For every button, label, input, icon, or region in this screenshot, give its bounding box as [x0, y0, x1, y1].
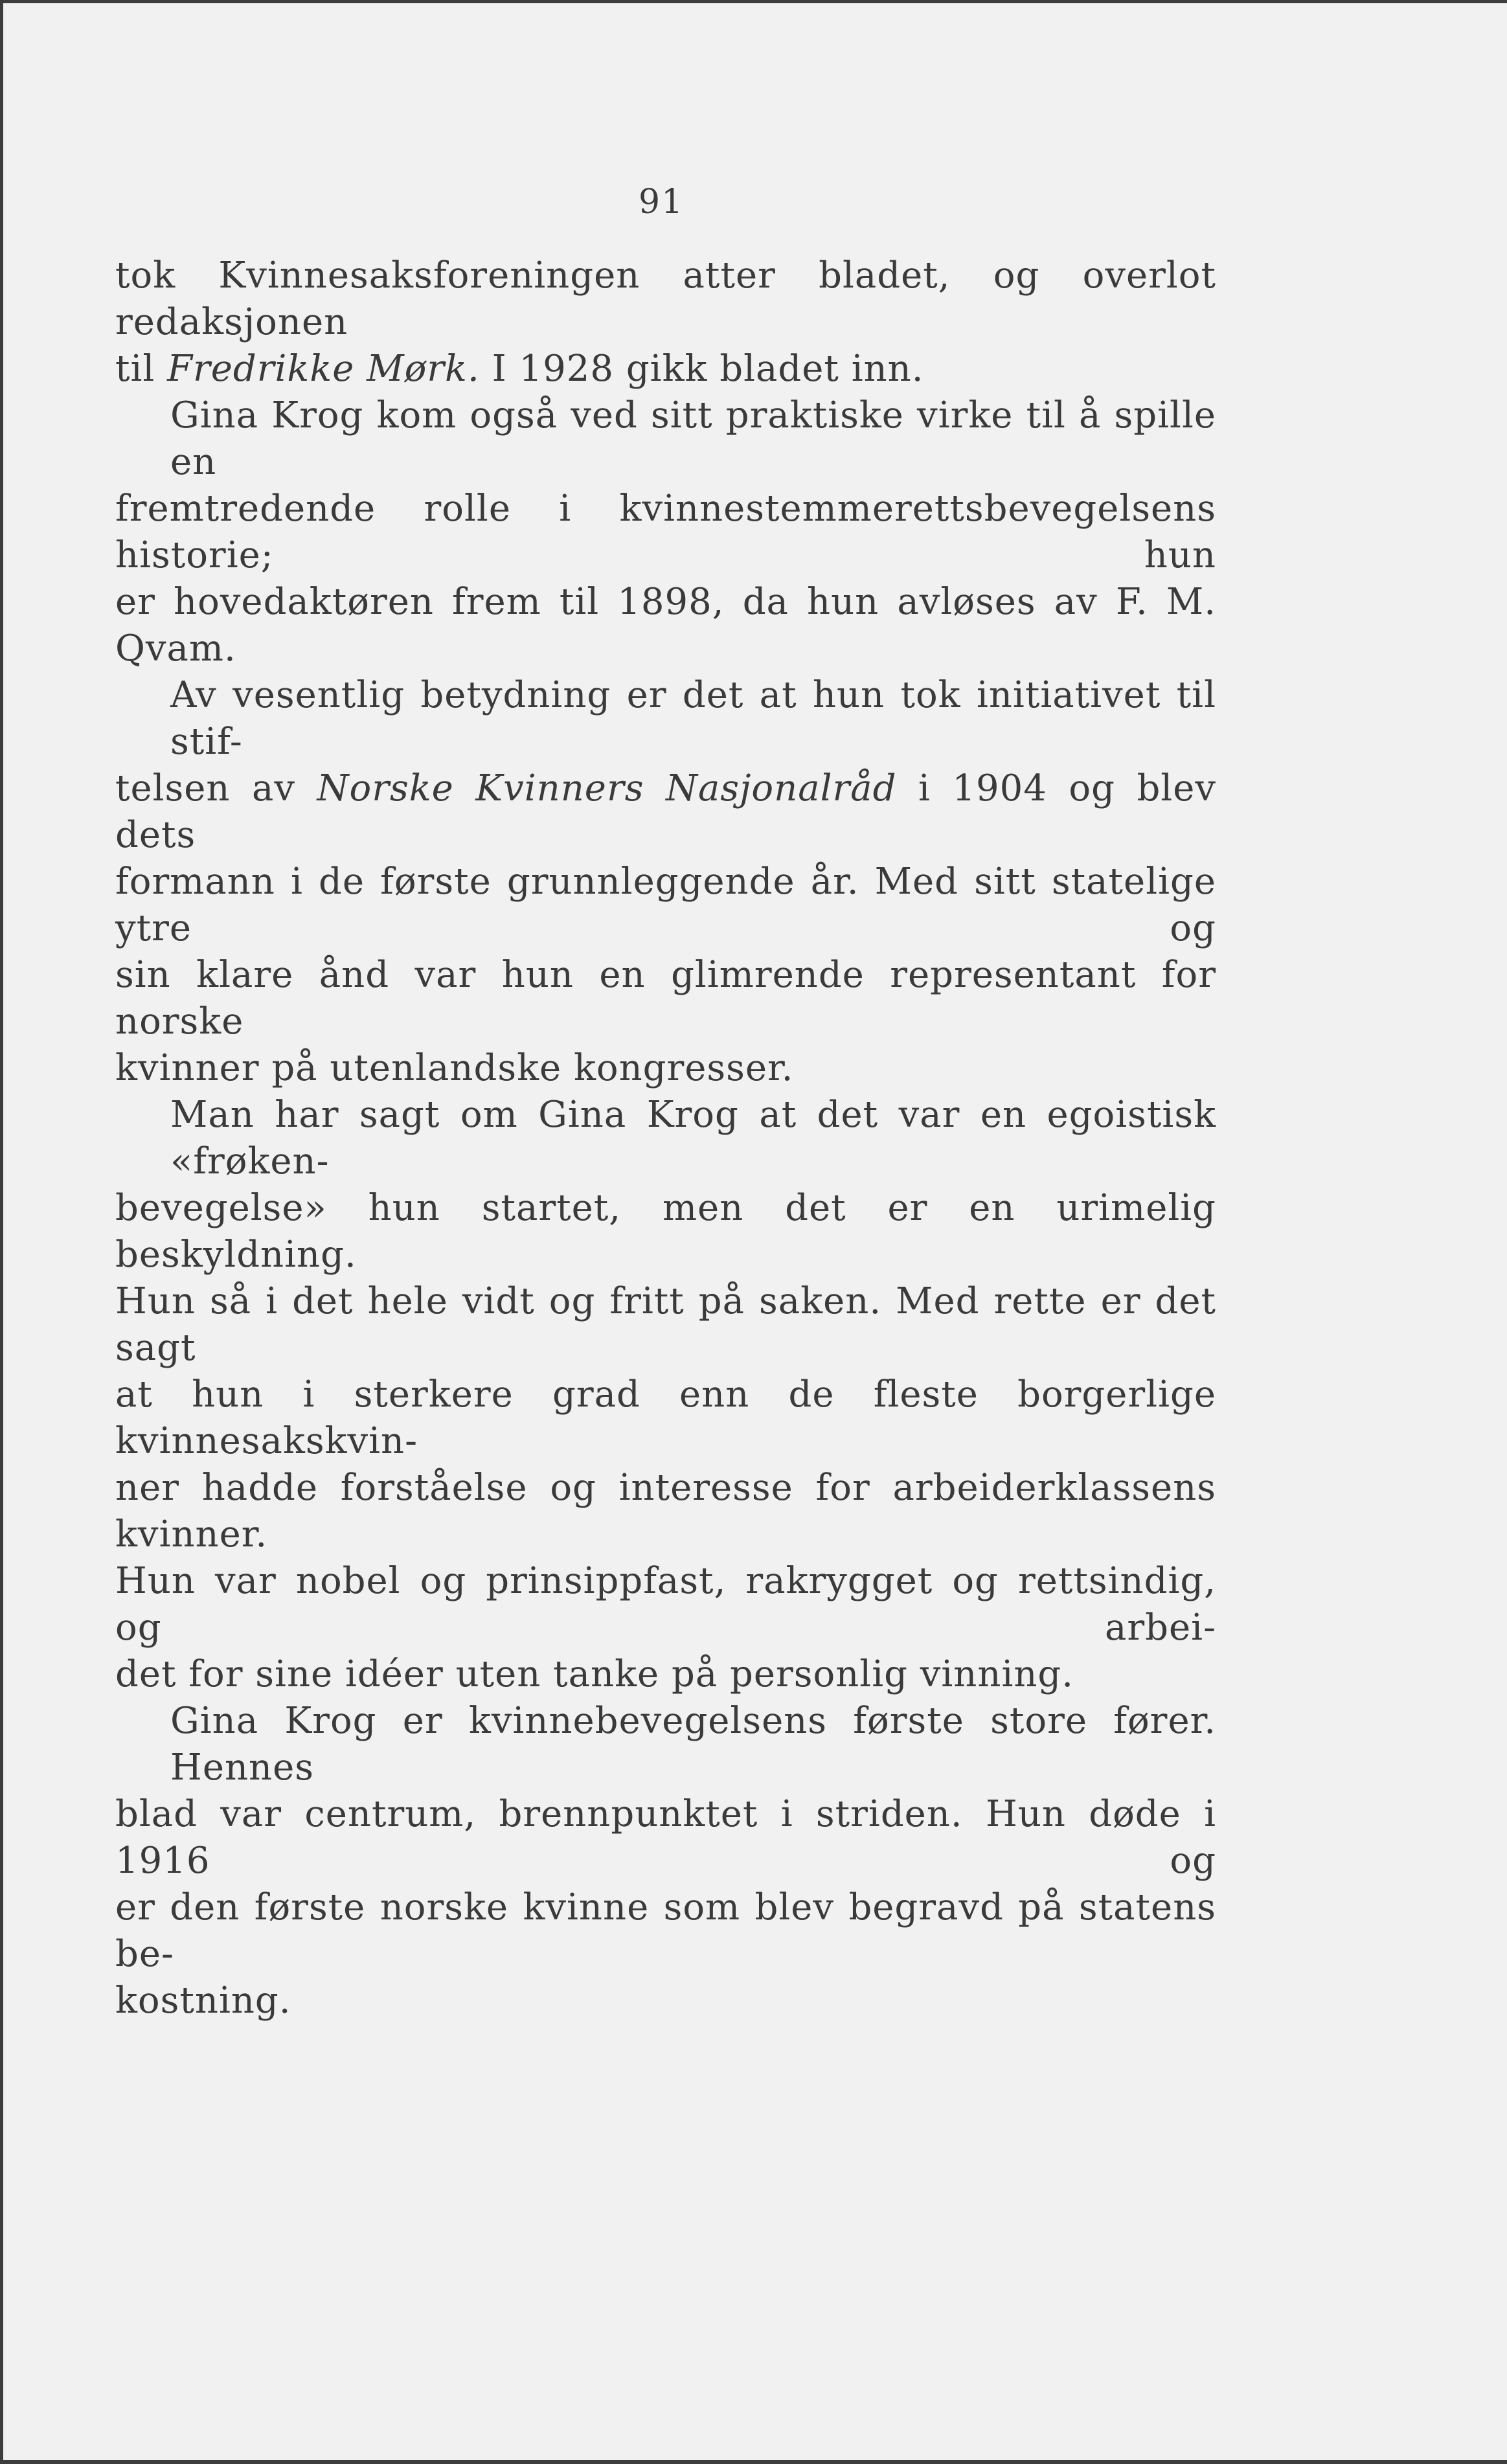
text-line: [115, 1372, 1216, 1465]
text-line: [115, 765, 1216, 859]
text-line: [115, 346, 1216, 392]
text-line: [115, 1185, 1216, 1278]
text-line: [115, 1651, 1216, 1698]
text-run: tok Kvinnesaksforeningen atter bladet, og overlot redaksjonen: [115, 254, 1216, 343]
text-run: Hun så i det hele vidt og fritt på saken. Med rette er det sagt: [115, 1280, 1216, 1369]
text-run: i 1904 og blev dets: [115, 767, 1216, 856]
text-run: sin klare ånd var hun en glimrende representant for norske: [115, 954, 1216, 1043]
italic-title: Fredrikke Mørk.: [167, 348, 480, 390]
text-line: [115, 253, 1216, 346]
text-run: er den første norske kvinne som blev begravd på statens be-: [115, 1886, 1216, 1975]
text-run: I 1928 gikk bladet inn.: [479, 348, 924, 390]
text-run: Gina Krog kom også ved sitt praktiske virke til å spille en: [170, 394, 1216, 483]
scan-edge-left: [0, 0, 3, 2464]
text-line: [115, 1465, 1216, 1558]
italic-title: Norske Kvinners Nasjonalråd: [317, 767, 897, 809]
text-line: [115, 1558, 1216, 1651]
text-line: [115, 486, 1216, 579]
text-run: Gina Krog er kvinnebevegelsens første store fører. Hennes: [170, 1700, 1216, 1789]
scan-edge-bottom: [0, 2460, 1507, 2464]
text-run: at hun i sterkere grad enn de fleste borgerlige kvinnesakskvin-: [115, 1373, 1216, 1462]
text-line: [115, 1278, 1216, 1372]
text-line: [115, 1791, 1216, 1884]
text-line: [115, 859, 1216, 952]
page-number: 91: [639, 183, 685, 221]
text-line: [115, 952, 1216, 1045]
text-line: [115, 1045, 1216, 1092]
text-run: det for sine idéer uten tanke på personlig vinning.: [115, 1653, 1074, 1695]
text-run: blad var centrum, brennpunktet i striden. Hun døde i 1916 og: [115, 1793, 1216, 1882]
text-run: Hun var nobel og prinsippfast, rakrygget og rettsindig, og arbei-: [115, 1560, 1216, 1649]
text-run: formann i de første grunnleggende år. Med sitt statelige ytre og: [115, 861, 1216, 949]
text-run: fremtredende rolle i kvinnestemmerettsbevegelsens historie; hun: [115, 488, 1216, 576]
text-run: Man har sagt om Gina Krog at det var en egoistisk «frøken-: [170, 1094, 1216, 1182]
text-line: [115, 1698, 1216, 1791]
text-line: [115, 392, 1216, 486]
text-line: [115, 1092, 1216, 1185]
text-run: Av vesentlig betydning er det at hun tok initiativet til stif-: [170, 674, 1216, 763]
text-run: kostning.: [115, 1980, 291, 2022]
text-line: [115, 1884, 1216, 1978]
scan-edge-top: [0, 0, 1507, 3]
text-run: ner hadde forståelse og interesse for arbeiderklassens kvinner.: [115, 1467, 1216, 1555]
text-run: telsen av: [115, 767, 317, 809]
text-line: [115, 1978, 1216, 2024]
text-line: [115, 579, 1216, 672]
text-run: er hovedaktøren frem til 1898, da hun avløses av F. M. Qvam.: [115, 581, 1216, 670]
body-text: [115, 253, 1216, 2024]
text-run: bevegelse» hun startet, men det er en urimelig beskyldning.: [115, 1187, 1216, 1276]
text-line: [115, 672, 1216, 765]
text-run: til: [115, 348, 168, 390]
text-run: kvinner på utenlandske kongresser.: [115, 1047, 794, 1089]
